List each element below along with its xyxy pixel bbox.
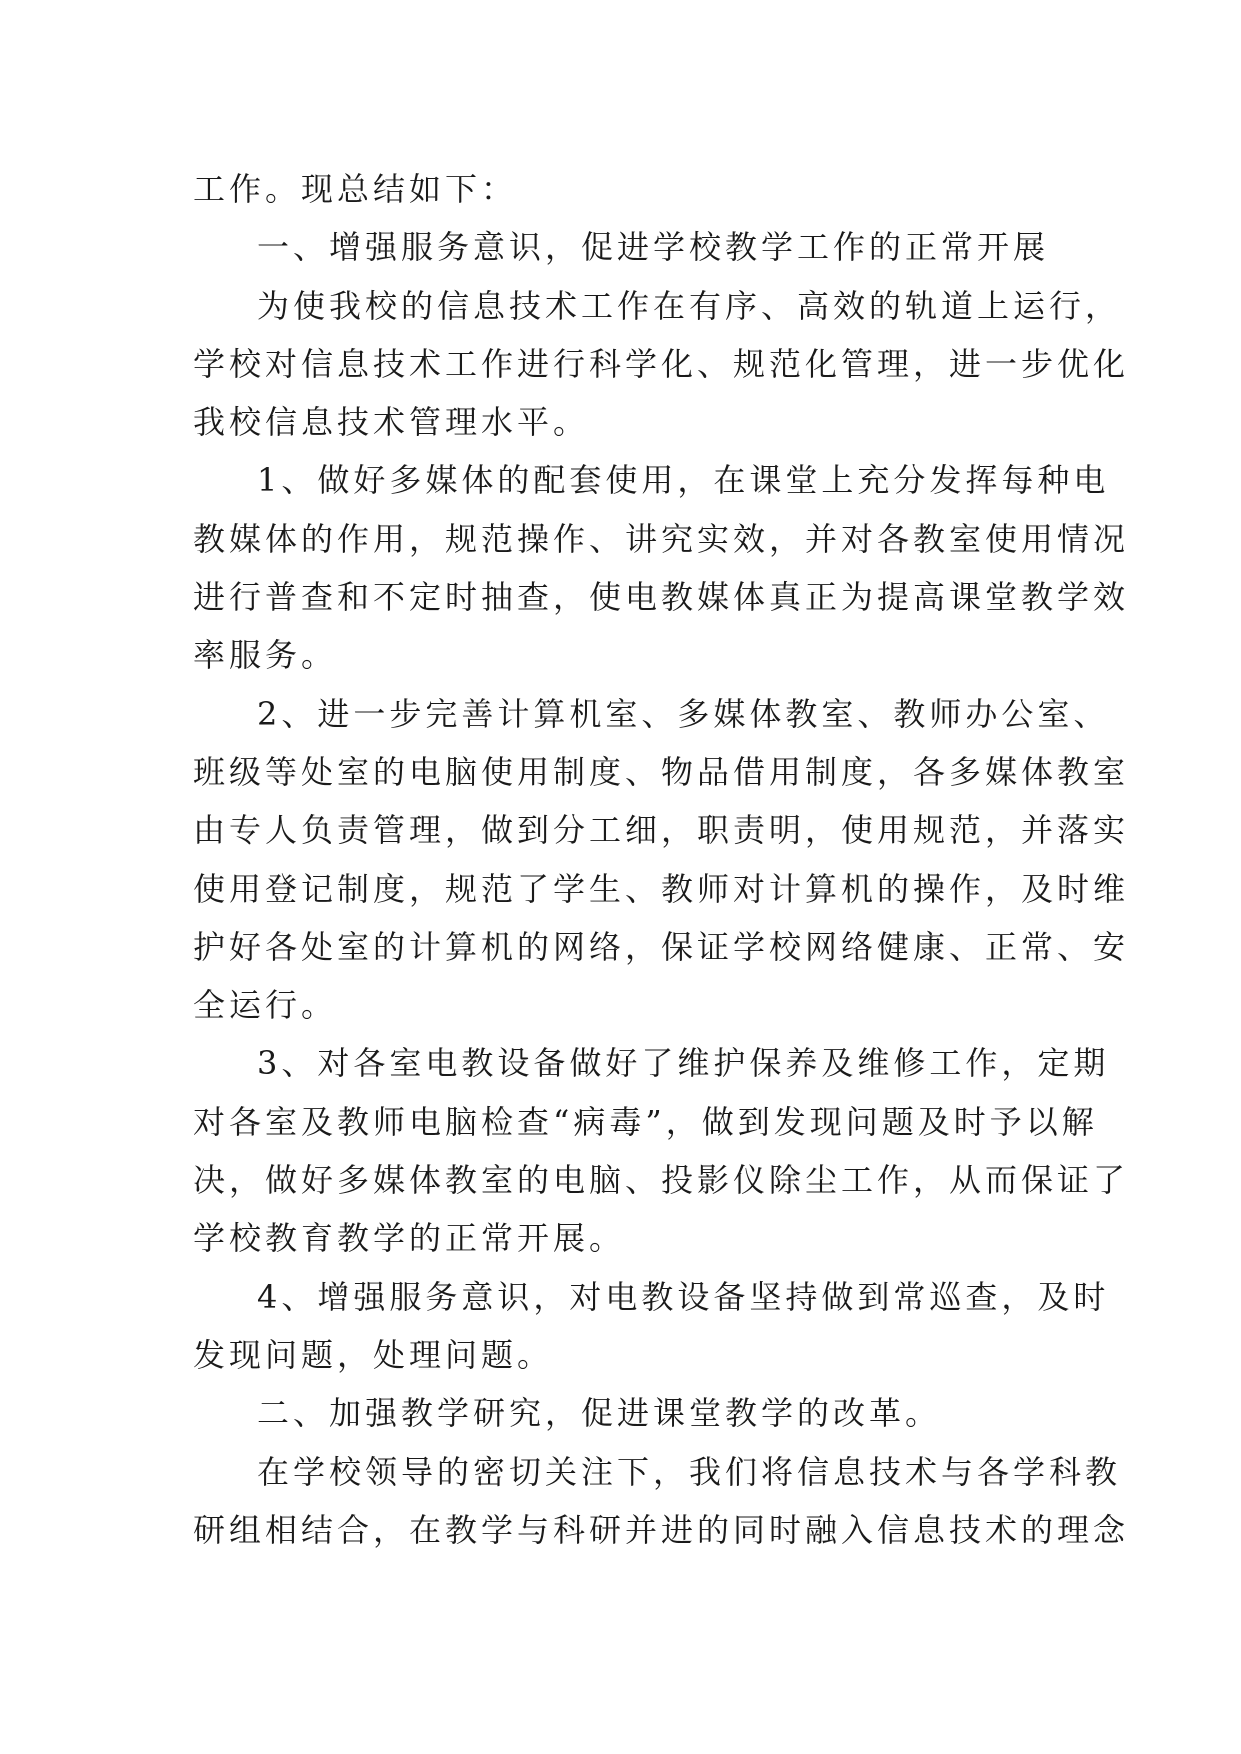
text-line: 学校教育教学的正常开展。 [193,1219,626,1258]
text-line: 班级等处室的电脑使用制度、物品借用制度，各多媒体教室 [193,752,1130,791]
text-line: 护好各处室的计算机的网络，保证学校网络健康、正常、安 [193,927,1130,966]
list-item-3: 3、对各室电教设备做好了维护保养及维修工作，定期 [257,1044,1110,1083]
text-line: 在学校领导的密切关注下，我们将信息技术与各学科教 [257,1452,1122,1491]
text-line: 使用登记制度，规范了学生、教师对计算机的操作，及时维 [193,869,1130,908]
document-body [193,160,1130,1559]
text-line: 学校对信息技术工作进行科学化、规范化管理，进一步优化 [193,344,1130,383]
section-heading-2: 二、加强教学研究，促进课堂教学的改革。 [257,1394,942,1433]
text-line: 教媒体的作用，规范操作、讲究实效，并对各教室使用情况 [193,519,1130,558]
text-line: 决，做好多媒体教室的电脑、投影仪除尘工作，从而保证了 [193,1161,1130,1200]
text-line: 发现问题，处理问题。 [193,1335,554,1374]
text-line: 为使我校的信息技术工作在有序、高效的轨道上运行， [257,286,1122,325]
text-line: 率服务。 [193,636,338,675]
text-line: 全运行。 [193,986,338,1025]
text-line: 对各室及教师电脑检查“病毒”，做到发现问题及时予以解 [193,1102,1098,1141]
section-heading-1: 一、增强服务意识，促进学校教学工作的正常开展 [257,228,1050,267]
text-line: 研组相结合，在教学与科研并进的同时融入信息技术的理念 [193,1510,1130,1549]
text-line: 工作。现总结如下： [193,170,518,208]
list-item-2: 2、进一步完善计算机室、多媒体教室、教师办公室、 [257,694,1110,733]
text-line: 我校信息技术管理水平。 [193,403,590,442]
text-line: 进行普查和不定时抽查，使电教媒体真正为提高课堂教学效 [193,578,1130,617]
text-line: 由专人负责管理，做到分工细，职责明，使用规范，并落实 [193,811,1130,850]
list-item-4: 4、增强服务意识，对电教设备坚持做到常巡查，及时 [257,1277,1110,1316]
list-item-1: 1、做好多媒体的配套使用，在课堂上充分发挥每种电 [257,461,1110,500]
